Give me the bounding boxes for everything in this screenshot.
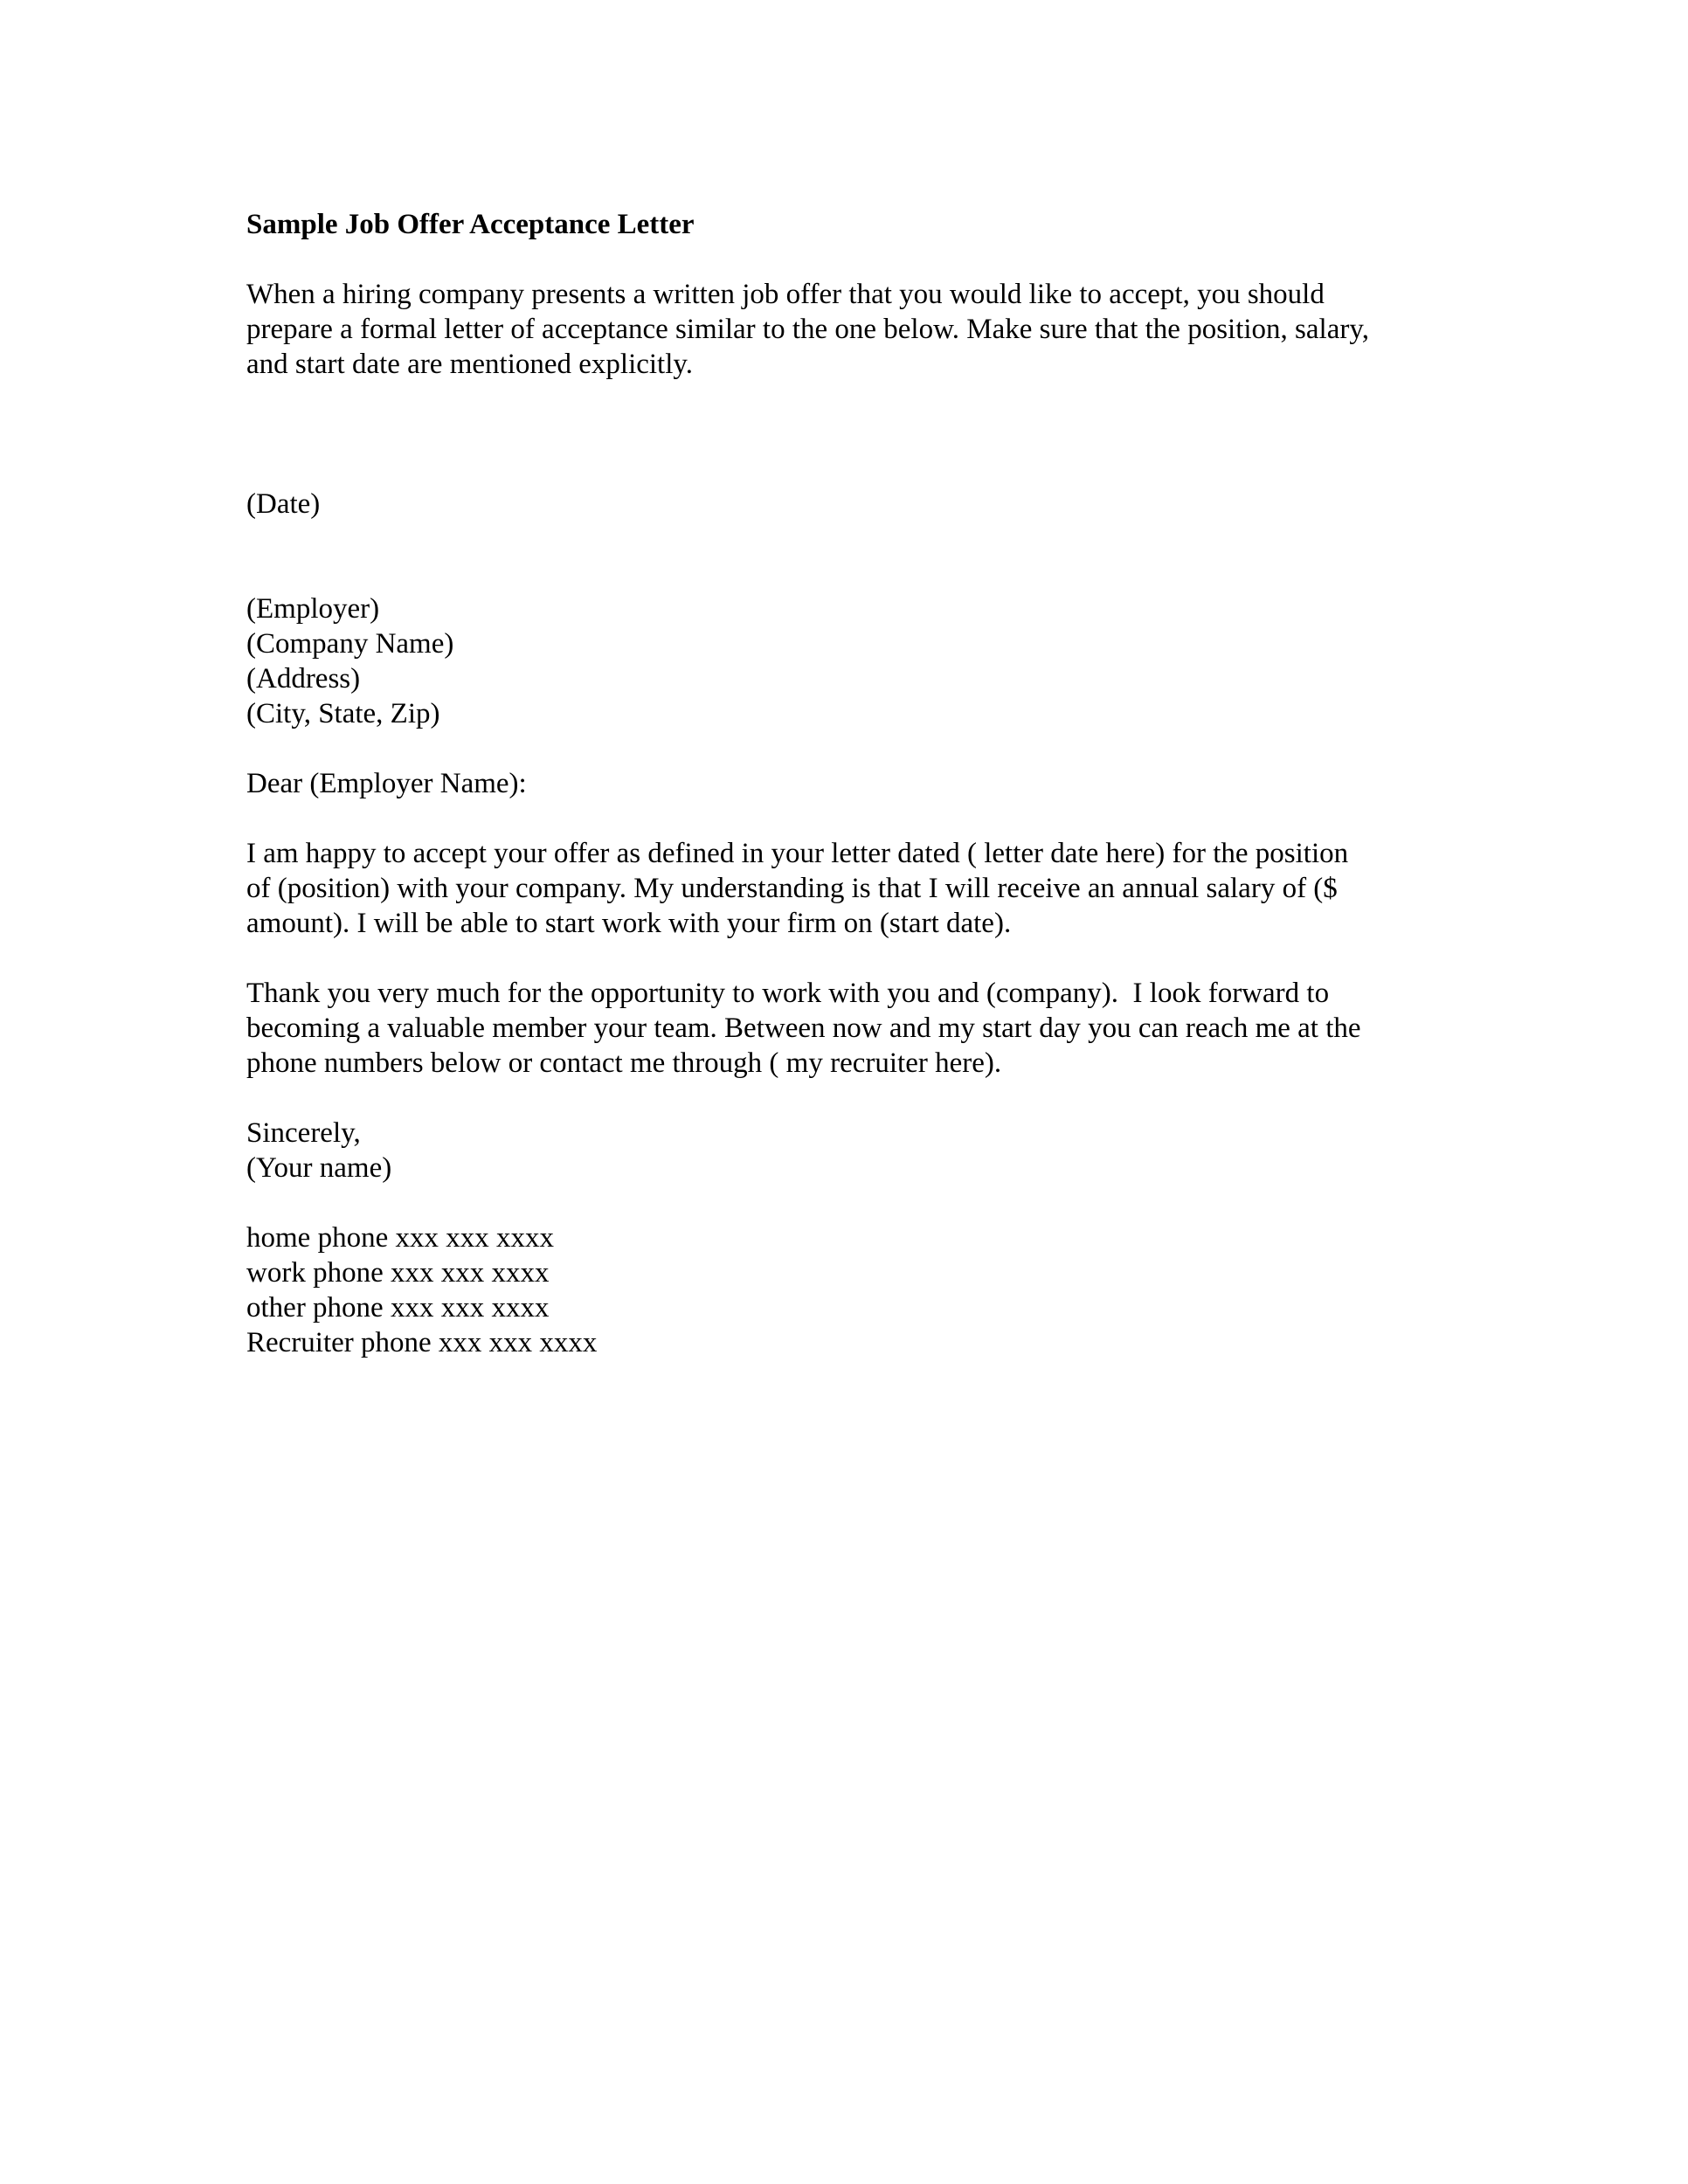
phone-line: other phone xxx xxx xxxx: [246, 1292, 550, 1324]
paragraph-line: of (position) with your company. My understanding is that I will receive an annual salary of ($: [246, 873, 1338, 904]
intro-line: When a hiring company presents a written job offer that you would like to accept, you should: [246, 279, 1325, 310]
intro-line: prepare a formal letter of acceptance similar to the one below. Make sure that the position, salary,: [246, 314, 1369, 345]
salutation: [246, 766, 1487, 801]
address-line: (Employer): [246, 593, 380, 625]
closing: [246, 1116, 1487, 1185]
closing-line: Sincerely,: [246, 1117, 361, 1149]
phone-list: [246, 1220, 1487, 1360]
paragraph-line: amount). I will be able to start work with your firm on (start date).: [246, 908, 1012, 939]
paragraph-line: I am happy to accept your offer as defined in your letter dated ( letter date here) for the position: [246, 838, 1349, 869]
body-paragraph-2: [246, 976, 1487, 1081]
paragraph-line: becoming a valuable member your team. Between now and my start day you can reach me at the: [246, 1013, 1361, 1044]
spacer: [246, 522, 1487, 591]
body-paragraph-1: [246, 836, 1487, 941]
spacer: [246, 382, 1487, 487]
address-line: (Address): [246, 663, 361, 695]
spacer: [246, 941, 1487, 976]
spacer: [246, 1185, 1487, 1220]
spacer: [246, 801, 1487, 836]
letter-date: [246, 487, 1487, 522]
phone-line: work phone xxx xxx xxxx: [246, 1257, 550, 1289]
phone-line: Recruiter phone xxx xxx xxxx: [246, 1327, 598, 1358]
paragraph-line: Thank you very much for the opportunity to work with you and (company). I look forward to: [246, 978, 1330, 1009]
phone-line: home phone xxx xxx xxxx: [246, 1222, 554, 1254]
salutation-line: Dear (Employer Name):: [246, 768, 527, 799]
spacer: [246, 1081, 1487, 1116]
paragraph-line: phone numbers below or contact me through ( my recruiter here).: [246, 1047, 1002, 1079]
closing-line: (Your name): [246, 1152, 392, 1184]
date-placeholder: (Date): [246, 488, 321, 520]
intro-line: and start date are mentioned explicitly.: [246, 349, 694, 380]
spacer: [246, 731, 1487, 766]
letter-content: [246, 207, 1487, 1360]
spacer: [246, 242, 1487, 277]
document-title: Sample Job Offer Acceptance Letter: [246, 209, 695, 240]
address-line: (City, State, Zip): [246, 698, 440, 729]
address-line: (Company Name): [246, 628, 454, 660]
employer-address: [246, 591, 1487, 731]
intro-paragraph: [246, 277, 1487, 382]
